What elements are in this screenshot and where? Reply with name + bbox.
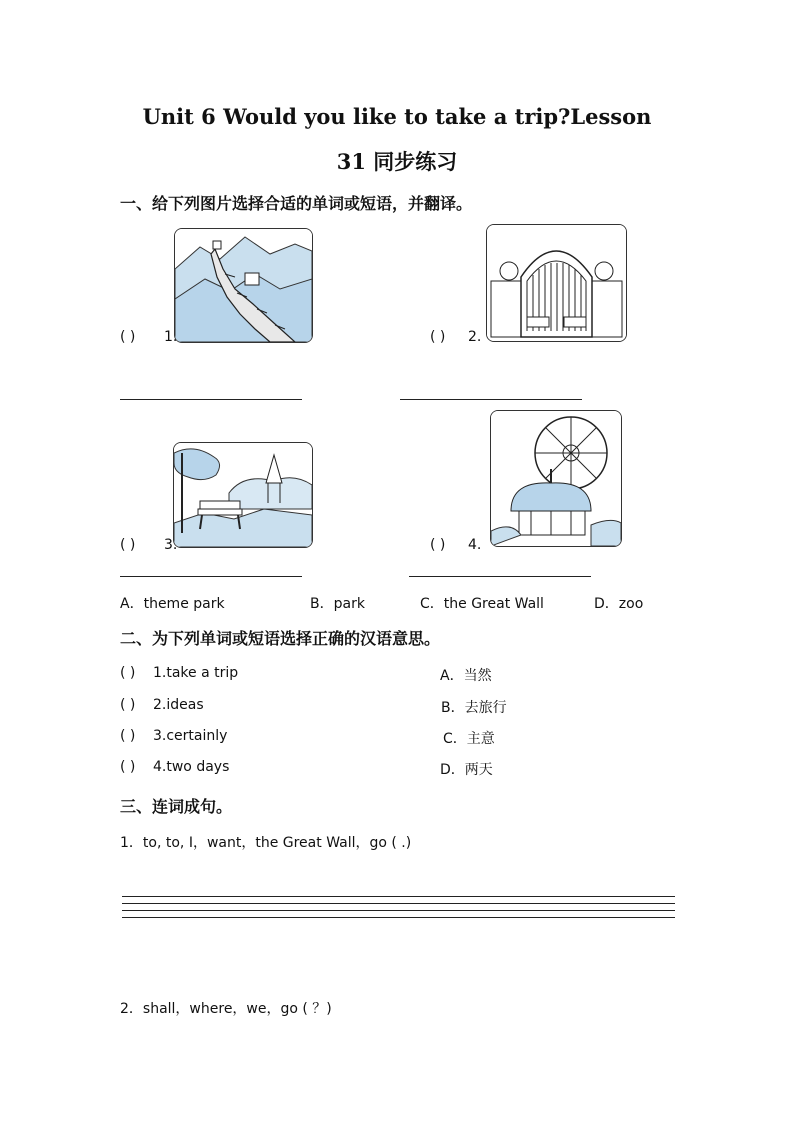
- writing-line-3[interactable]: [122, 910, 675, 911]
- writing-line-2[interactable]: [122, 903, 675, 904]
- s2-item-3-paren[interactable]: ( ): [120, 728, 136, 744]
- section-1-heading: 一、给下列图片选择合适的单词或短语，并翻译。: [120, 194, 473, 213]
- option-c: C．the Great Wall: [420, 596, 544, 612]
- s2-item-4-paren[interactable]: ( ): [120, 759, 136, 775]
- s2-item-2-text: 2.ideas: [153, 697, 204, 713]
- writing-line-4[interactable]: [122, 917, 675, 918]
- answer-line-3[interactable]: [120, 576, 302, 577]
- great-wall-picture: [174, 228, 313, 343]
- park-bench-picture: [173, 442, 313, 548]
- item-1-paren[interactable]: ( ): [120, 329, 136, 345]
- item-4-paren[interactable]: ( ): [430, 537, 446, 553]
- s2-option-d: D．两天: [440, 762, 493, 778]
- s2-option-a: A．当然: [440, 668, 492, 684]
- sentence-question-2: 2．shall，where，we，go ( ？): [120, 1001, 332, 1017]
- option-a: A．theme park: [120, 596, 225, 612]
- option-d: D．zoo: [594, 596, 644, 612]
- item-1-number: 1.: [164, 329, 178, 345]
- ferris-wheel-picture: [490, 410, 622, 547]
- answer-line-4[interactable]: [409, 576, 591, 577]
- s2-option-b: B．去旅行: [441, 700, 507, 716]
- ferris-wheel-icon: [491, 411, 621, 546]
- great-wall-icon: [175, 229, 312, 342]
- writing-line-1[interactable]: [122, 896, 675, 897]
- item-3-number: 3.: [164, 537, 178, 553]
- s2-item-1-paren[interactable]: ( ): [120, 665, 136, 681]
- answer-line-2[interactable]: [400, 399, 582, 400]
- item-2-paren[interactable]: ( ): [430, 329, 446, 345]
- s2-item-4-text: 4.two days: [153, 759, 230, 775]
- item-2-number: 2.: [468, 329, 482, 345]
- page-title-line-1: Unit 6 Would you like to take a trip?Lesson: [142, 104, 652, 129]
- item-4-number: 4.: [468, 537, 482, 553]
- sentence-question-1: 1．to, to, I，want，the Great Wall，go ( .): [120, 835, 412, 851]
- s2-item-1-text: 1.take a trip: [153, 665, 239, 681]
- park-icon: [174, 443, 312, 547]
- section-2-heading: 二、为下列单词或短语选择正确的汉语意思。: [120, 629, 441, 648]
- section-3-heading: 三、连词成句。: [120, 797, 233, 816]
- page-title-line-2: 31 同步练习: [336, 149, 458, 174]
- s2-option-c: C．主意: [443, 731, 495, 747]
- option-b: B．park: [310, 596, 365, 612]
- s2-item-3-text: 3.certainly: [153, 728, 228, 744]
- gate-icon: [487, 225, 626, 341]
- answer-line-1[interactable]: [120, 399, 302, 400]
- s2-item-2-paren[interactable]: ( ): [120, 697, 136, 713]
- zoo-gate-picture: [486, 224, 627, 342]
- item-3-paren[interactable]: ( ): [120, 537, 136, 553]
